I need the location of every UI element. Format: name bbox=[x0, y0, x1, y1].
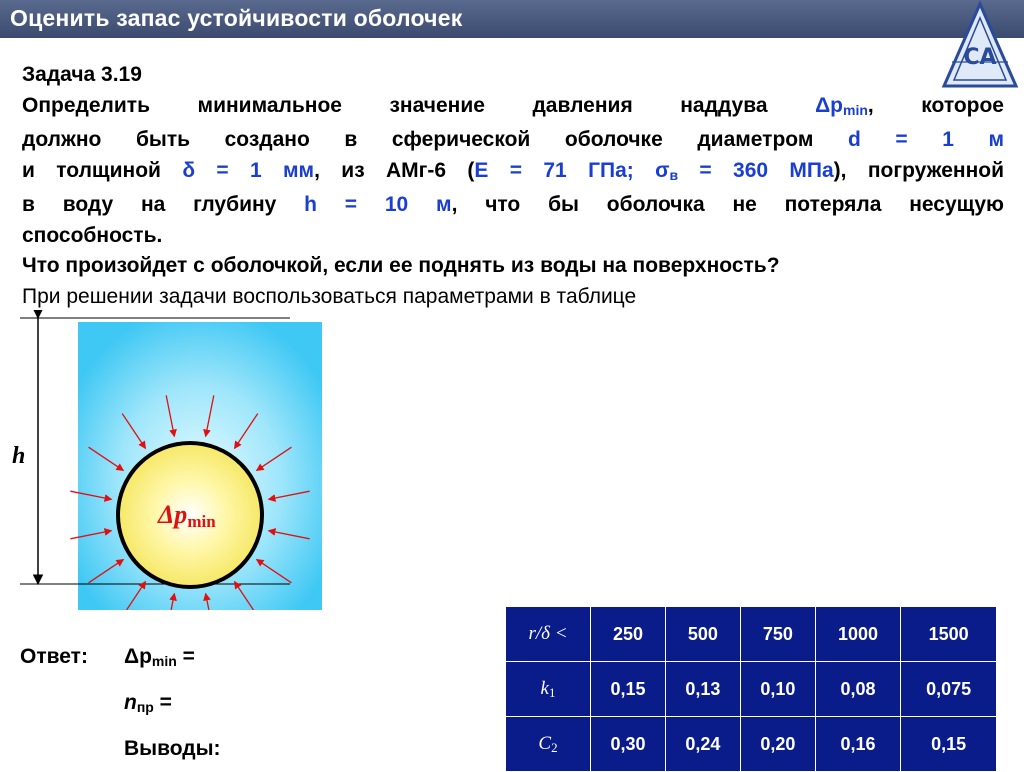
table-cell: 0,08 bbox=[815, 662, 900, 717]
table-cell: 1500 bbox=[901, 607, 997, 662]
table-cell: 0,30 bbox=[591, 717, 666, 772]
answer-safety-factor: nпр = bbox=[124, 691, 172, 715]
task-line-1: Определить минимальное значение давления наддува $\Delta p_{min}$, которое bbox=[22, 93, 1004, 118]
table-cell: 0,13 bbox=[665, 662, 740, 717]
sphere-figure bbox=[0, 310, 330, 610]
task-line-2: должно быть создано в сферической оболочке диаметром d = 1 м bbox=[22, 128, 1005, 151]
answer-dp: Δpmin = bbox=[124, 645, 195, 669]
sphere-diagram bbox=[0, 310, 330, 610]
logo-letters: СА bbox=[963, 45, 997, 70]
table-cell: 500 bbox=[665, 607, 740, 662]
sphere-pressure-label: Δpmin bbox=[158, 500, 216, 531]
table-cell: 0,15 bbox=[901, 717, 997, 772]
parameter-table bbox=[505, 606, 997, 772]
task-text bbox=[22, 60, 1004, 312]
dp-min-symbol: $\Delta p_{min}$ bbox=[815, 93, 868, 118]
depth-label: h bbox=[12, 443, 26, 469]
diameter-value: d = 1 м bbox=[847, 128, 1005, 151]
task-line-4: в воду на глубину h = 10 м, что бы оболочка не потеряла несущую bbox=[22, 193, 1004, 216]
table-cell: 0,10 bbox=[740, 662, 815, 717]
answer-conclusions: Выводы: bbox=[124, 737, 221, 760]
task-question: Что произойдет с оболочкой, если ее поднять из воды на поверхность? bbox=[22, 254, 780, 277]
table-row bbox=[506, 607, 997, 662]
table-row bbox=[506, 662, 997, 717]
table-row-header: r/δ < bbox=[506, 607, 591, 662]
slide-title: Оценить запас устойчивости оболочек bbox=[10, 5, 463, 31]
task-note: При решении задачи воспользоваться параметрами в таблице bbox=[22, 284, 637, 308]
table-cell: 250 bbox=[591, 607, 666, 662]
task-number: Задача 3.19 bbox=[22, 63, 142, 86]
table-cell: 0,20 bbox=[740, 717, 815, 772]
task-line-3: и толщиной δ = 1 мм, из АМг-6 (E = 71 ГПа; $\sigma_в = 360$ МПа), погруженной bbox=[22, 158, 1004, 183]
table-cell: 0,075 bbox=[901, 662, 997, 717]
task-line-5: способность. bbox=[22, 223, 163, 247]
table-cell: 1000 bbox=[815, 607, 900, 662]
thickness-value: δ = 1 мм bbox=[182, 158, 315, 182]
table-cell: 0,16 bbox=[815, 717, 900, 772]
material-values: E = 71 ГПа; $\sigma_в = 360$ МПа bbox=[474, 158, 834, 183]
table-row-header: C2 bbox=[506, 717, 591, 772]
table-row bbox=[506, 717, 997, 772]
table-cell: 0,15 bbox=[591, 662, 666, 717]
table-cell: 0,24 bbox=[665, 717, 740, 772]
answer-label: Ответ: bbox=[20, 645, 88, 668]
table-cell: 750 bbox=[740, 607, 815, 662]
table-row-header: k1 bbox=[506, 662, 591, 717]
depth-value: h = 10 м bbox=[304, 193, 452, 216]
title-bar bbox=[0, 0, 1024, 38]
